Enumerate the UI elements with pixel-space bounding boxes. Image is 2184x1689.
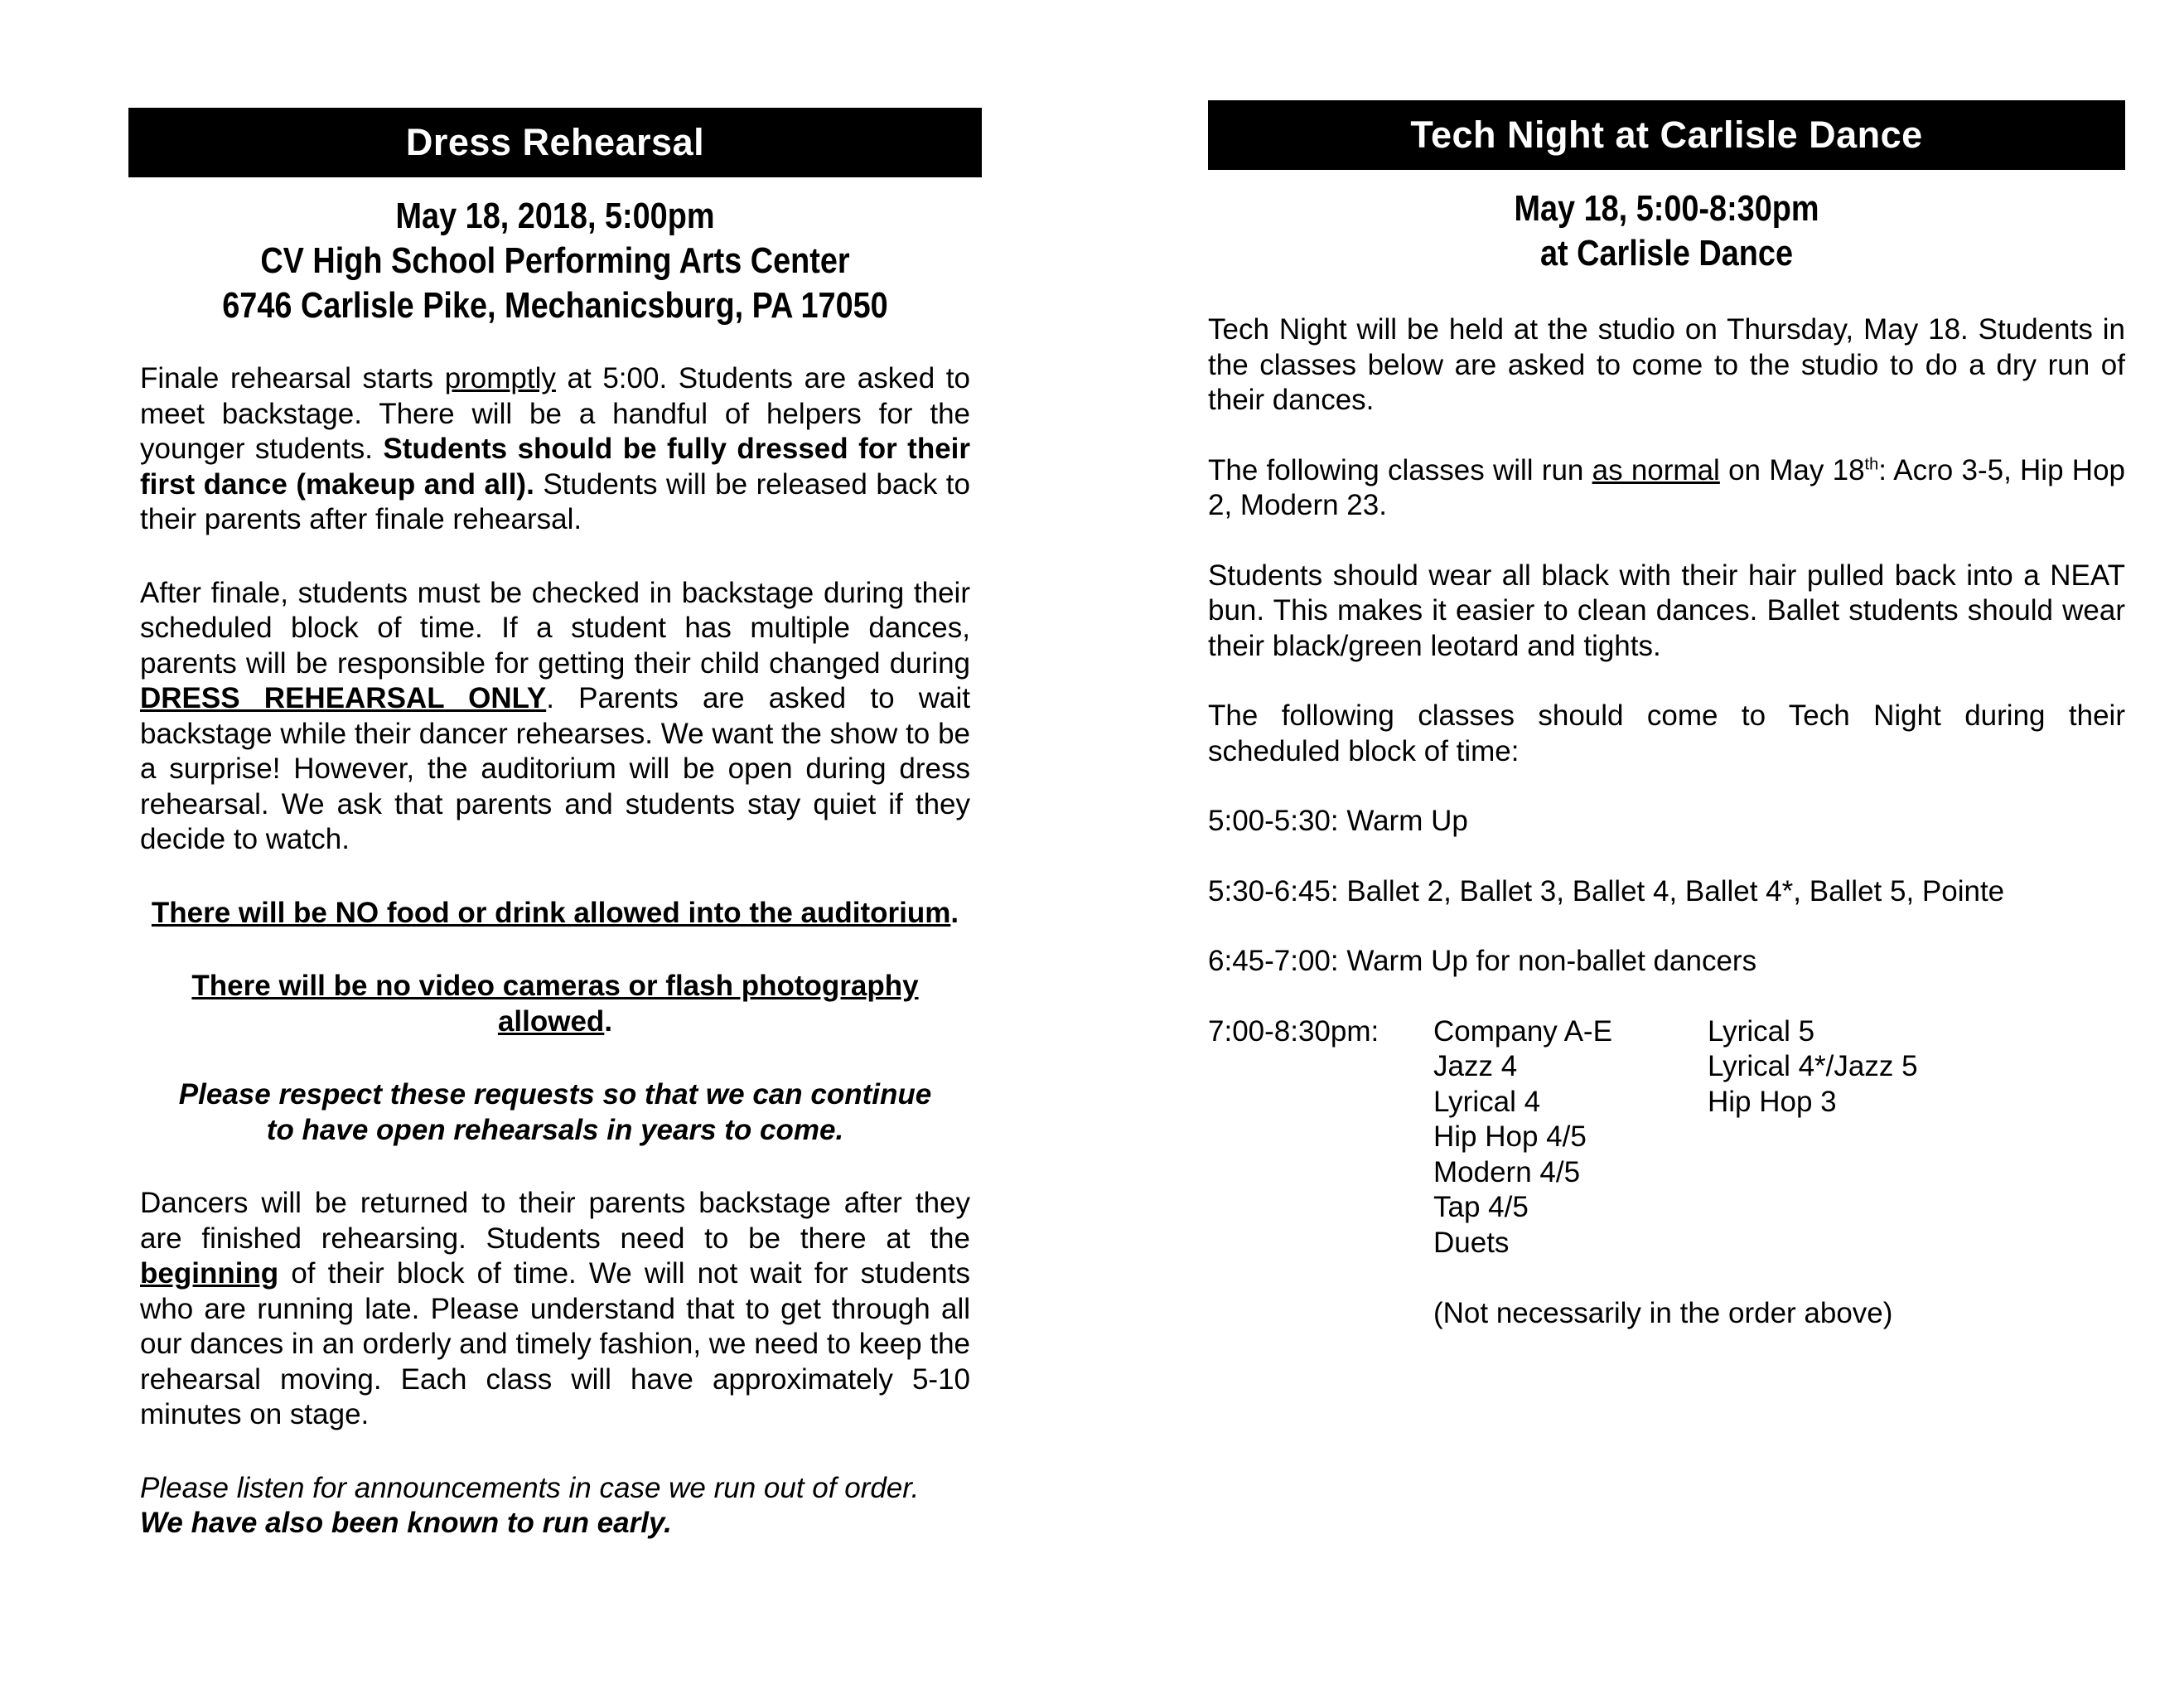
list-item: Company A-E	[1433, 1014, 1612, 1048]
finale-paragraph: Finale rehearsal starts promptly at 5:00. Students are asked to meet backstage. There will be a handful of helpers for the younger students. Students should be fully dressed for their first dance (makeup and all). Students will be released back to their parents after finale rehearsal.	[140, 362, 971, 535]
schedule-non-ballet-warm-up: 6:45-7:00: Warm Up for non-ballet dancers	[1208, 945, 1757, 977]
dress-rehearsal-column	[128, 108, 982, 1541]
list-item: Tap 4/5	[1433, 1191, 1529, 1223]
list-item: Modern 4/5	[1433, 1155, 1581, 1188]
schedule-evening-classes-col2	[1708, 1014, 1918, 1332]
dancers-returned-paragraph: Dancers will be returned to their parents backstage after they are finished rehearsing. Students need to be there at the beginning of their block of time. We will not wait for students who are running late. Please understand that to get through all our dances in an orderly and timely fashion, we need to keep the rehearsal moving. Each class will have approximately 5-10 minutes on stage.	[140, 1187, 971, 1430]
schedule-ballet: 5:30-6:45: Ballet 2, Ballet 3, Ballet 4, Ballet 4*, Ballet 5, Pointe	[1208, 874, 2005, 907]
list-item: Jazz 4	[1433, 1050, 1518, 1082]
dress-rehearsal-only-emphasis: DRESS REHEARSAL ONLY	[140, 682, 547, 714]
list-item: Lyrical 4*/Jazz 5	[1708, 1050, 1918, 1082]
schedule-evening-time: 7:00-8:30pm:	[1208, 1014, 1379, 1048]
list-item: Hip Hop 4/5	[1433, 1120, 1587, 1153]
tech-night-subhead	[1272, 186, 2061, 276]
promptly-emphasis: promptly	[444, 362, 556, 394]
dress-rehearsal-venue: CV High School Performing Arts Center	[260, 240, 850, 281]
tech-night-title: Tech Night at Carlisle Dance	[1208, 100, 2125, 170]
no-cameras-rule: There will be no video cameras or flash photography allowed.	[191, 970, 919, 1038]
dress-rehearsal-address: 6746 Carlisle Pike, Mechanicsburg, PA 17050	[222, 285, 888, 326]
dress-rehearsal-subhead	[188, 194, 922, 328]
announcements-note: Please listen for announcements in case we run out of order. We have also been known to run early.	[140, 1471, 920, 1539]
tech-night-location: at Carlisle Dance	[1540, 233, 1793, 273]
dress-rehearsal-title: Dress Rehearsal	[128, 108, 982, 177]
dress-rehearsal-date: May 18, 2018, 5:00pm	[395, 196, 715, 236]
respect-requests-note: Please respect these requests so that we can continue to have open rehearsals in years to come.	[178, 1078, 932, 1146]
attire-paragraph: Students should wear all black with their hair pulled back into a NEAT bun. This makes it easier to clean dances. Ballet students should wear their black/green leotard and tights.	[1208, 559, 2125, 662]
list-item: Lyrical 5	[1708, 1014, 1815, 1048]
schedule-evening-block	[1208, 1014, 2125, 1332]
after-finale-paragraph: After finale, students must be checked in backstage during their scheduled block of time. If a student has multiple dances, parents will be responsible for getting their child changed during DRESS REHEARSAL ONLY. Parents are asked to wait backstage while their dancer rehearses. We want the show to be a surprise! However, the auditorium will be open during dress rehearsal. We ask that parents and students stay quiet if they decide to watch.	[140, 576, 970, 855]
normal-classes-paragraph: The following classes will run as normal on May 18th: Acro 3-5, Hip Hop 2, Modern 23.	[1208, 453, 2126, 521]
schedule-intro: The following classes should come to Tech Night during their scheduled block of time:	[1208, 699, 2125, 767]
beginning-emphasis: beginning	[140, 1257, 279, 1290]
schedule-order-note: (Not necessarily in the order above)	[1433, 1296, 1893, 1329]
list-item: Hip Hop 3	[1708, 1085, 1837, 1118]
tech-night-column	[1208, 100, 2125, 1331]
tech-night-date: May 18, 5:00-8:30pm	[1514, 188, 1819, 229]
schedule-warm-up: 5:00-5:30: Warm Up	[1208, 805, 1468, 837]
no-food-rule: There will be NO food or drink allowed into the auditorium.	[151, 896, 959, 929]
tech-night-intro: Tech Night will be held at the studio on Thursday, May 18. Students in the classes below are asked to come to the studio to do a dry run of their dances.	[1208, 313, 2125, 416]
list-item: Duets	[1433, 1226, 1510, 1259]
as-normal-emphasis: as normal	[1592, 453, 1720, 486]
list-item: Lyrical 4	[1433, 1085, 1541, 1118]
fully-dressed-emphasis: Students should be fully dressed for their first dance (makeup and all).	[140, 433, 971, 501]
